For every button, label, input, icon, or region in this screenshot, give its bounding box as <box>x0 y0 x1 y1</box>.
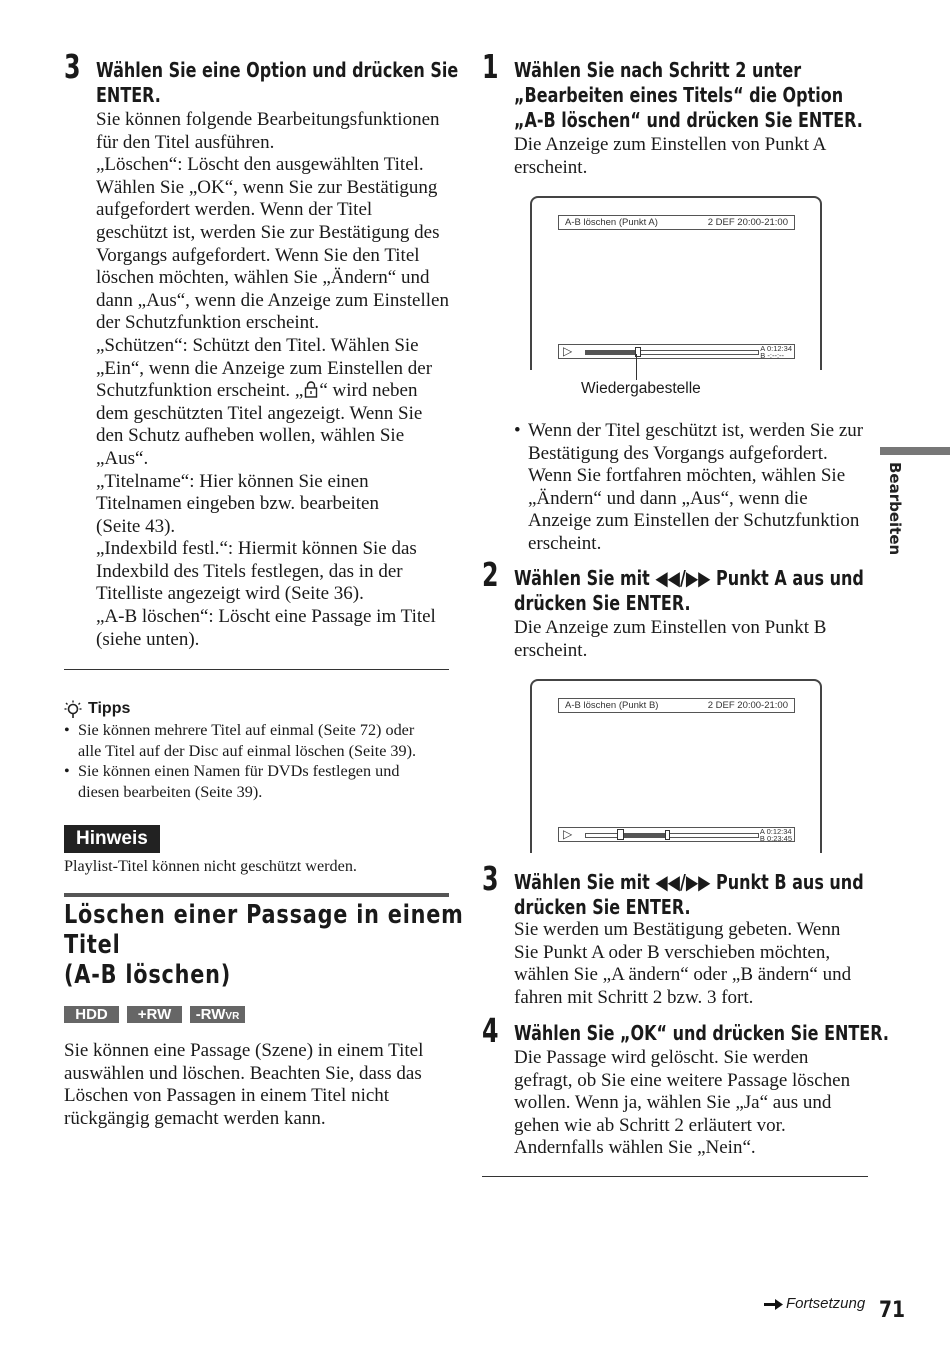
note-list <box>514 420 874 556</box>
screen-title: A-B löschen (Punkt A) <box>565 217 658 228</box>
screen-point-b <box>530 679 822 853</box>
continue-label: Fortsetzung <box>786 1295 866 1312</box>
section-body <box>64 1040 454 1130</box>
time-readout: A 0:12:34 B 0:23:45 <box>759 827 792 843</box>
rw-plus-badge: +RW <box>127 1006 182 1023</box>
text-line: Die Passage wird gelöscht. Sie werden <box>514 1047 809 1068</box>
step-heading: Wählen Sie eine Option und drücken Sie <box>96 58 459 82</box>
text-line: (Seite 43). <box>96 515 176 537</box>
point-a-marker <box>617 829 624 840</box>
play-icon: ▷ <box>563 827 573 841</box>
text-line: „Ein“, wenn die Anzeige zum Einstellen der <box>96 357 433 379</box>
text-line: geschützt ist, werden Sie zur Bestätigung des <box>96 221 440 243</box>
step-heading: drücken Sie ENTER. <box>514 895 691 919</box>
arrow-right-icon <box>764 1298 784 1311</box>
screen-info: 2 DEF 20:00-21:00 <box>707 700 788 711</box>
step-body <box>96 109 456 651</box>
text-line: Die Anzeige zum Einstellen von Punkt A <box>514 134 827 155</box>
text-line: fahren mit Schritt 2 bzw. 3 fort. <box>514 986 754 1008</box>
side-tab-label: Bearbeiten <box>886 462 904 556</box>
section-title: Titel <box>64 930 121 960</box>
section-title: (A-B löschen) <box>64 960 232 990</box>
time-readout: A 0:12:34 B -:--:-- <box>760 344 792 360</box>
step-heading: Wählen Sie „OK“ und drücken Sie ENTER. <box>514 1021 889 1045</box>
step-heading: ENTER. <box>96 83 161 107</box>
list-item: • Wenn der Titel geschützt ist, werden Sie zur Bestätigung des Vorgangs aufgefordert. Wenn Sie fortfahren möchten, wählen Sie „Ändern“ und dann „Aus“, wenn die Anzeige zum Einstellen der Schutzfunktion erscheint. <box>514 420 864 554</box>
text-line: „Löschen“: Löscht den ausgewählten Titel. <box>96 154 424 176</box>
list-item: • Sie können mehrere Titel auf einmal (Seite 72) oder alle Titel auf der Disc auf einmal löschen (Seite 39). <box>64 721 417 760</box>
step-body <box>514 134 874 179</box>
step-number: 1 <box>482 47 499 86</box>
text-line: auswählen und löschen. Beachten Sie, dass das <box>64 1062 422 1084</box>
page-number: 71 <box>879 1298 906 1323</box>
text-line: für den Titel ausführen. <box>96 131 275 153</box>
text-fragment: Schutzfunktion erscheint. „ <box>96 380 304 402</box>
section-title: Löschen einer Passage in einem <box>64 900 464 930</box>
screen-info: 2 DEF 20:00-21:00 <box>707 217 788 228</box>
progress-track <box>585 350 759 355</box>
step-heading: drücken Sie ENTER. <box>514 591 691 615</box>
text-line: Sie Punkt A oder B verschieben möchten, <box>514 941 831 963</box>
text-line: rückgängig gemacht werden kann. <box>64 1107 326 1129</box>
callout-line <box>636 354 637 380</box>
section-divider <box>64 893 449 897</box>
tips-list <box>64 720 454 802</box>
step-number: 3 <box>64 47 81 86</box>
text-line: aufgefordert werden. Wenn der Titel <box>96 199 373 221</box>
text-line: Sie werden um Bestätigung gebeten. Wenn <box>514 919 841 940</box>
divider <box>64 669 449 670</box>
step-heading: „A-B löschen“ und drücken Sie ENTER. <box>514 108 863 132</box>
step-number: 4 <box>482 1011 499 1050</box>
text-line: erscheint. <box>514 639 588 661</box>
hinweis-text: Playlist-Titel können nicht geschützt werden. <box>64 857 357 875</box>
text-line: Löschen von Passagen in einem Titel nicht <box>64 1085 390 1107</box>
text-line: Vorgangs aufgefordert. Wenn Sie den Titel <box>96 244 420 266</box>
screen-point-a <box>530 196 822 370</box>
text-line: „A-B löschen“: Löscht eine Passage im Titel <box>96 606 436 628</box>
text-line: der Schutzfunktion erscheint. <box>96 312 320 334</box>
hdd-badge: HDD <box>64 1006 119 1023</box>
lock-icon <box>304 381 318 398</box>
lightbulb-icon <box>64 700 82 720</box>
text-line: löschen möchten, wählen Sie „Ändern“ und <box>96 267 430 289</box>
screen-title-bar <box>558 698 795 713</box>
playback-bar <box>558 827 795 842</box>
step-heading: „Bearbeiten eines Titels“ die Option <box>514 83 844 107</box>
step-heading: Wählen Sie mit ◀◀/▶▶ Punkt A aus und <box>514 566 864 590</box>
text-line: „Aus“. <box>96 447 149 469</box>
step-number: 3 <box>482 859 499 898</box>
text-line: Sie können eine Passage (Szene) in einem Titel <box>64 1040 424 1061</box>
text-line: gehen wie ab Schritt 2 erläutert vor. <box>514 1114 786 1136</box>
step-heading: Wählen Sie mit ◀◀/▶▶ Punkt B aus und <box>514 870 864 894</box>
text-line: erscheint. <box>514 156 588 178</box>
text-line: „Titelname“: Hier können Sie einen <box>96 470 369 492</box>
text-line: „Indexbild festl.“: Hiermit können Sie das <box>96 538 417 560</box>
screen-title: A-B löschen (Punkt B) <box>565 700 659 711</box>
text-line: wollen. Wenn ja, wählen Sie „Ja“ aus und <box>514 1092 832 1114</box>
step-body <box>514 919 874 1009</box>
step-body <box>514 1047 874 1160</box>
text-line: Wählen Sie „OK“, wenn Sie zur Bestätigung <box>96 176 438 198</box>
play-icon: ▷ <box>563 344 573 358</box>
step-body <box>514 617 874 662</box>
text-line <box>96 380 456 403</box>
divider <box>482 1176 868 1177</box>
hinweis-label: Hinweis <box>64 825 160 853</box>
text-line: dem geschützten Titel angezeigt. Wenn Sie <box>96 402 423 424</box>
text-line: Andernfalls wählen Sie „Nein“. <box>514 1137 756 1159</box>
position-marker <box>665 830 670 840</box>
rw-minus-vr-badge: -RWVR <box>190 1006 245 1023</box>
text-line: Titelnamen eingeben bzw. bearbeiten <box>96 493 379 515</box>
text-line: wählen Sie „A ändern“ oder „B ändern“ und <box>514 964 852 986</box>
text-line: gefragt, ob Sie eine weitere Passage löschen <box>514 1069 851 1091</box>
text-line: Indexbild des Titels festlegen, das in der <box>96 560 403 582</box>
progress-fill <box>620 834 668 837</box>
text-line: Titelliste angezeigt wird (Seite 36). <box>96 583 364 605</box>
side-tab-bar <box>880 447 950 455</box>
text-line: den Schutz aufheben wollen, wählen Sie <box>96 425 405 447</box>
text-line: Sie können folgende Bearbeitungsfunktionen <box>96 109 440 130</box>
screen-title-bar <box>558 215 795 230</box>
tips-title: Tipps <box>88 700 131 717</box>
text-line: Die Anzeige zum Einstellen von Punkt B <box>514 617 827 638</box>
list-item: • Sie können einen Namen für DVDs festlegen und diesen bearbeiten (Seite 39). <box>64 762 400 801</box>
progress-track <box>585 833 759 838</box>
step-number: 2 <box>482 555 499 594</box>
text-fragment: “ wird neben <box>319 380 418 402</box>
text-line: dann „Aus“, wenn die Anzeige zum Einstellen <box>96 289 449 311</box>
progress-fill <box>586 351 638 354</box>
step-heading: Wählen Sie nach Schritt 2 unter <box>514 58 802 82</box>
text-line: „Schützen“: Schützt den Titel. Wählen Sie <box>96 334 419 356</box>
text-line: (siehe unten). <box>96 628 200 650</box>
playback-bar <box>558 344 795 359</box>
callout-label: Wiedergabestelle <box>581 380 701 397</box>
